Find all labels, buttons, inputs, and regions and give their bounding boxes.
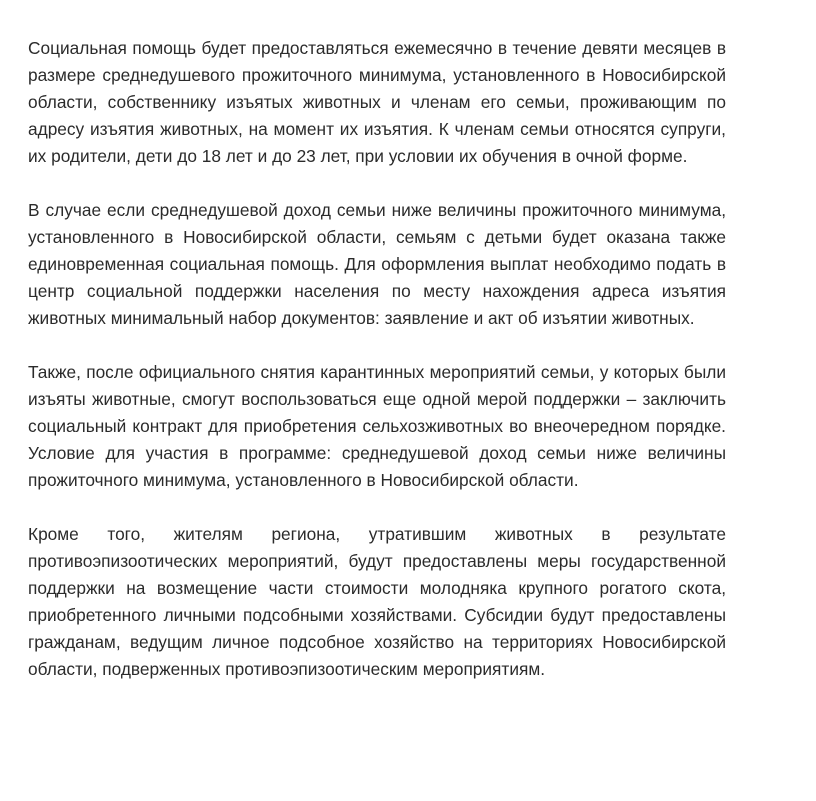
paragraph-subsidies: Кроме того, жителям региона, утратившим животных в результате противоэпизоотических мероприятий, будут предоставлены меры государственной поддержки на возмещение части стоимости молодняка крупного рогатого скота, приобретенного личными подсобными хозяйствами. Субсидии будут предоставлены гражданам, ведущим личное подсобное хозяйство на территориях Новосибирской области, подверженных противоэпизоотическим мероприятиям. [28, 524, 726, 679]
paragraph-social-assistance: Социальная помощь будет предоставляться ежемесячно в течение девяти месяцев в размере среднедушевого прожиточного минимума, установленного в Новосибирской области, собственнику изъятых животных и членам его семьи, проживающим по адресу изъятия животных, на момент их изъятия. К членам семьи относятся супруги, их родители, дети до 18 лет и до 23 лет, при условии их обучения в очной форме. [28, 38, 726, 166]
article-body [28, 35, 726, 683]
paragraph-one-time-assistance: В случае если среднедушевой доход семьи ниже величины прожиточного минимума, установленного в Новосибирской области, семьям с детьми будет оказана также единовременная социальная помощь. Для оформления выплат необходимо подать в центр социальной поддержки населения по месту нахождения адреса изъятия животных минимальный набор документов: заявление и акт об изъятии животных. [28, 200, 726, 328]
paragraph-social-contract: Также, после официального снятия карантинных мероприятий семьи, у которых были изъяты животные, смогут воспользоваться еще одной мерой поддержки – заключить социальный контракт для приобретения сельхозживотных во внеочередном порядке. Условие для участия в программе: среднедушевой доход семьи ниже величины прожиточного минимума, установленного в Новосибирской области. [28, 362, 726, 490]
